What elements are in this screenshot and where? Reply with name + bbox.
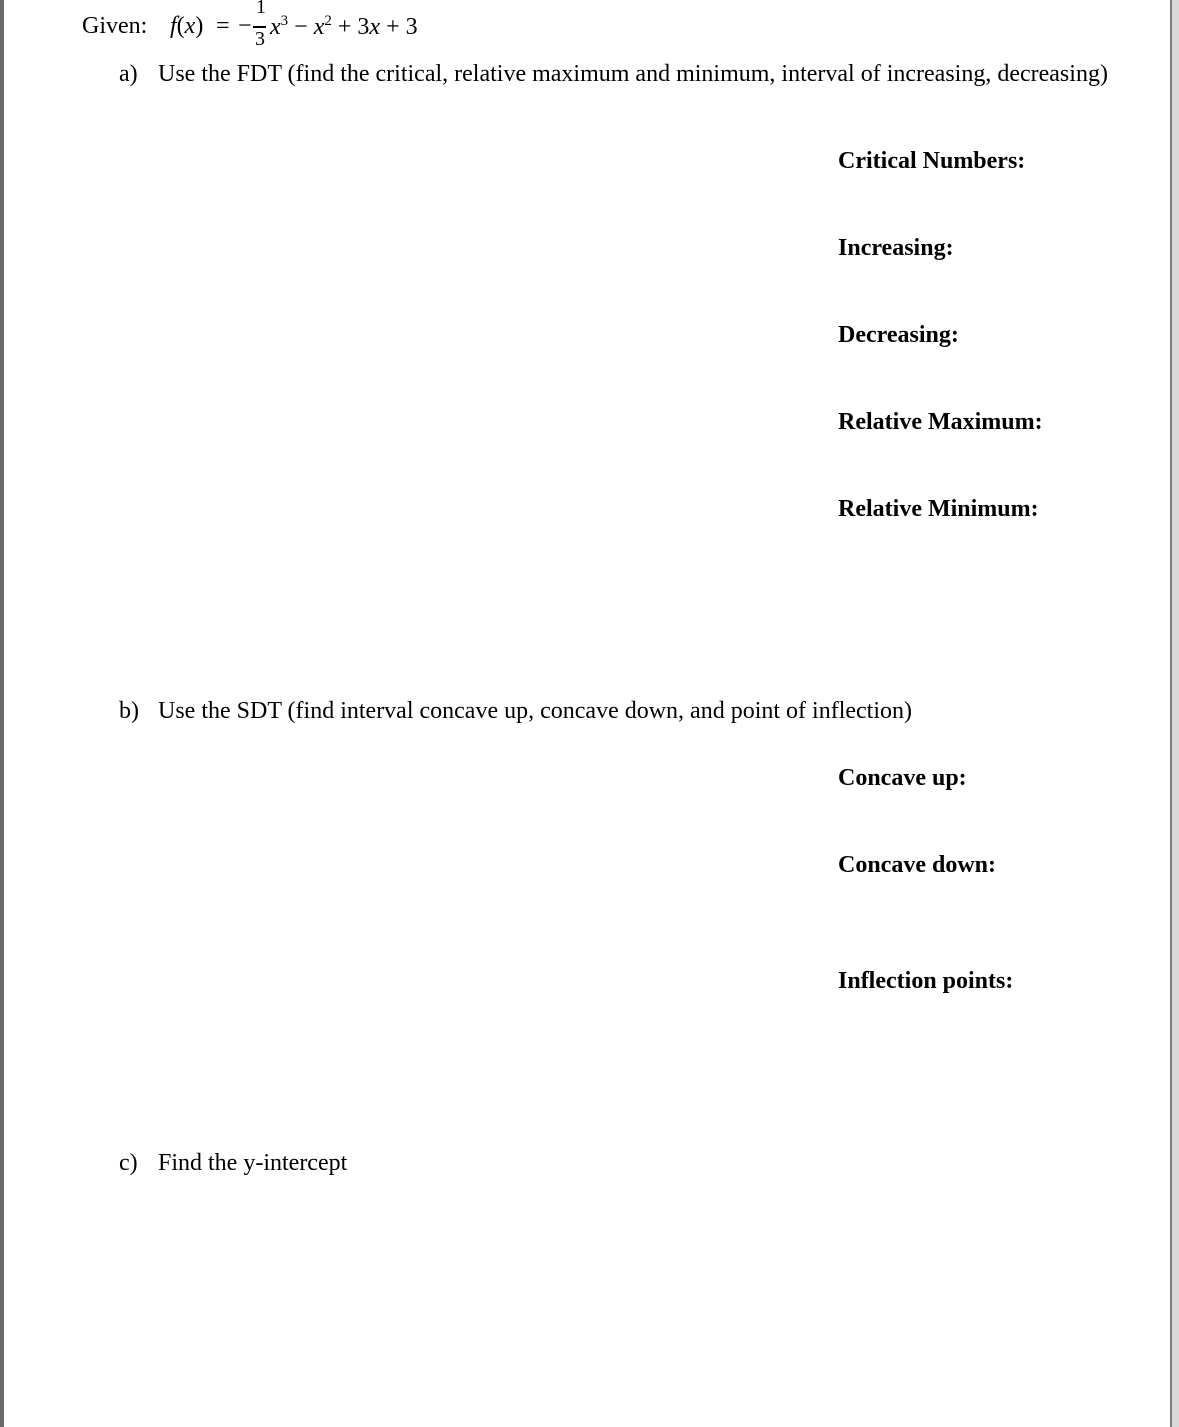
operator-3: + bbox=[380, 14, 406, 40]
part-c-marker: c) bbox=[119, 1150, 138, 1176]
given-label: Given: bbox=[82, 13, 148, 39]
concave-up-label: Concave up: bbox=[838, 765, 967, 791]
part-b-instructions: Use the SDT (find interval concave up, concave down, and point of inflection) bbox=[158, 698, 912, 724]
term3-coefficient: 3 bbox=[357, 14, 370, 40]
term1-var: x bbox=[270, 14, 281, 40]
page-right-edge bbox=[1170, 0, 1179, 1427]
critical-numbers-label: Critical Numbers: bbox=[838, 148, 1026, 174]
increasing-label: Increasing: bbox=[838, 235, 954, 261]
term2-exponent: 2 bbox=[324, 13, 332, 29]
operator-2: + bbox=[331, 14, 358, 40]
fraction-denominator: 3 bbox=[255, 28, 265, 50]
equals-sign: = bbox=[216, 13, 230, 39]
relative-maximum-label: Relative Maximum: bbox=[838, 409, 1043, 435]
page-left-edge bbox=[0, 0, 4, 1427]
fraction-numerator: 1 bbox=[256, 0, 266, 18]
term3-var: x bbox=[369, 14, 381, 40]
constant-term: 3 bbox=[405, 14, 418, 40]
relative-minimum-label: Relative Minimum: bbox=[838, 496, 1039, 522]
part-c-instructions: Find the y-intercept bbox=[158, 1150, 348, 1176]
operator-1: − bbox=[288, 14, 314, 40]
decreasing-label: Decreasing: bbox=[838, 322, 959, 348]
concave-down-label: Concave down: bbox=[838, 852, 997, 878]
part-a-marker: a) bbox=[119, 61, 138, 87]
term1-exponent: 3 bbox=[280, 13, 289, 29]
function-name: f(x) bbox=[170, 13, 204, 39]
polynomial-terms bbox=[270, 13, 418, 41]
leading-minus: − bbox=[238, 13, 252, 39]
part-b-marker: b) bbox=[119, 698, 139, 724]
fraction-one-third bbox=[253, 0, 267, 56]
inflection-points-label: Inflection points: bbox=[838, 968, 1014, 994]
part-a-instructions: Use the FDT (find the critical, relative maximum and minimum, interval of increasing, decreasing) bbox=[158, 61, 1108, 87]
term2-var: x bbox=[313, 14, 325, 40]
